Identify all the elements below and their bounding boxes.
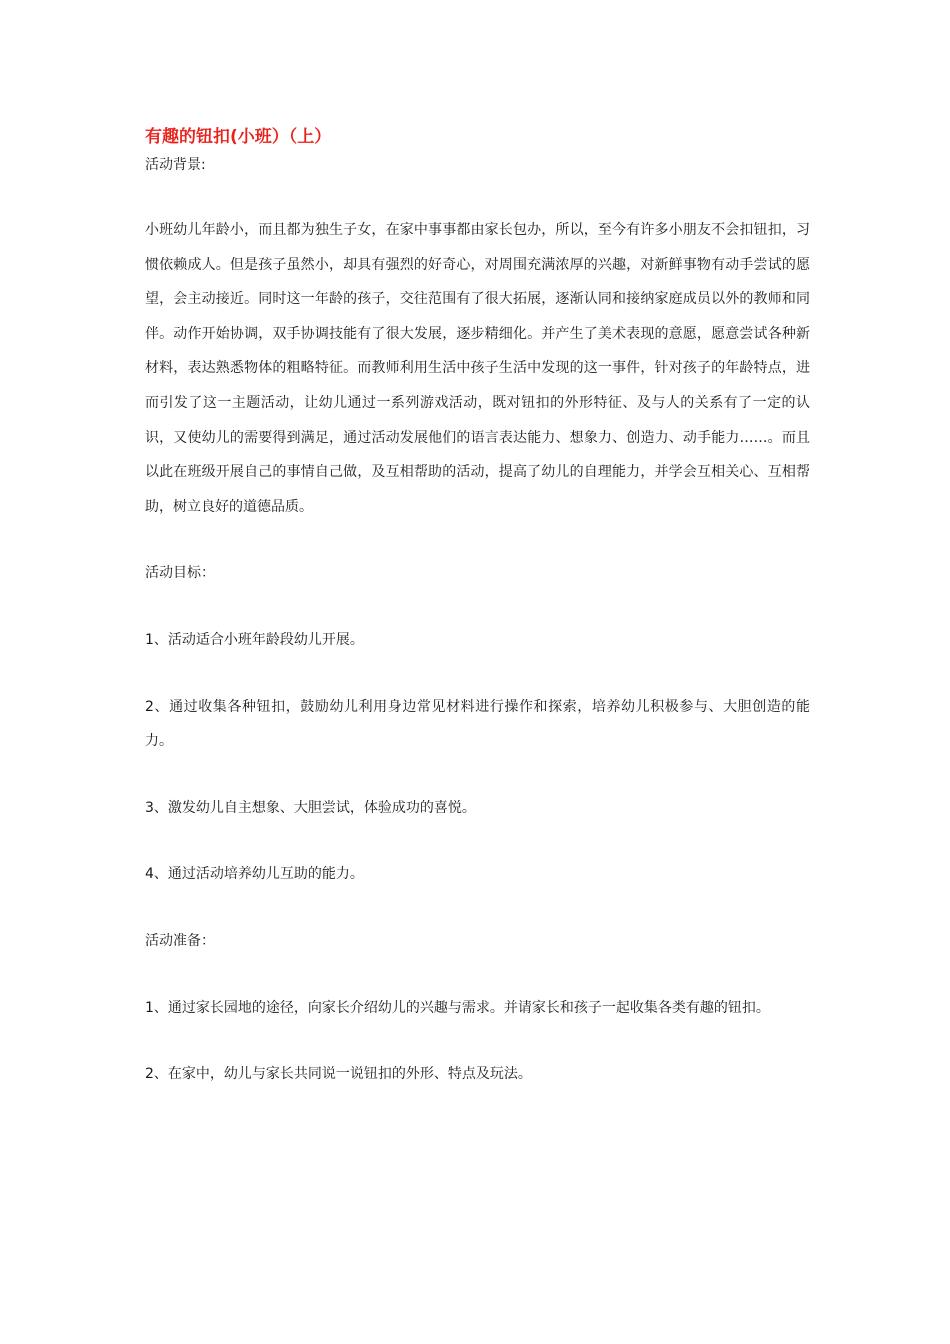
goals-heading: 活动目标： — [145, 565, 215, 582]
document-page — [145, 122, 810, 1092]
spacer — [145, 759, 810, 791]
spacer — [145, 1025, 810, 1057]
background-paragraph: 小班幼儿年龄小，而且都为独生子女，在家中事事都由家长包办，所以，至今有许多小朋友不会扣钮扣，习惯依赖成人。但是孩子虽然小，却具有强烈的好奇心，对周围充满浓厚的兴趣，对新鲜事物有动手尝试的愿望，会主动接近。同时这一年龄的孩子，交往范围有了很大拓展，逐渐认同和接纳家庭成员以外的教师和同伴。动作开始协调，双手协调技能有了很大发展，逐步精细化。并产生了美术表现的意愿，愿意尝试各种新材料，表达熟悉物体的粗略特征。而教师利用生活中孩子生活中发现的这一事件，针对孩子的年龄特点，进而引发了这一主题活动，让幼儿通过一系列游戏活动，既对钮扣的外形特征、及与人的关系有了一定的认识，又使幼儿的需要得到满足，通过活动发展他们的语言表达能力、想象力、创造力、动手能力……。而且以此在班级开展自己的事情自己做，及互相帮助的活动，提高了幼儿的自理能力，并学会互相关心、互相帮助，树立良好的道德品质。 — [145, 222, 810, 515]
goal-item: 1、活动适合小班年龄段幼儿开展。 — [145, 631, 364, 648]
spacer — [145, 959, 810, 991]
spacer — [145, 591, 810, 623]
spacer — [145, 825, 810, 857]
goal-item: 4、通过活动培养幼儿互助的能力。 — [145, 866, 364, 883]
preparation-item: 2、在家中，幼儿与家长共同说一说钮扣的外形、特点及玩法。 — [145, 1066, 532, 1083]
preparation-item: 1、通过家长园地的途径，向家长介绍幼儿的兴趣与需求。并请家长和孩子一起收集各类有趣的钮扣。 — [145, 999, 770, 1016]
spacer — [145, 892, 810, 924]
spacer — [145, 178, 810, 213]
spacer — [145, 524, 810, 556]
background-heading: 活动背景: — [145, 157, 206, 173]
goal-item: 2、通过收集各种钮扣，鼓励幼儿利用身边常见材料进行操作和探索，培养幼儿积极参与、大胆创造的能力。 — [145, 698, 810, 750]
document-title: 有趣的钮扣(小班）（上） — [145, 127, 332, 147]
preparation-heading: 活动准备： — [145, 932, 215, 949]
spacer — [145, 658, 810, 690]
goal-item: 3、激发幼儿自主想象、大胆尝试，体验成功的喜悦。 — [145, 799, 476, 816]
